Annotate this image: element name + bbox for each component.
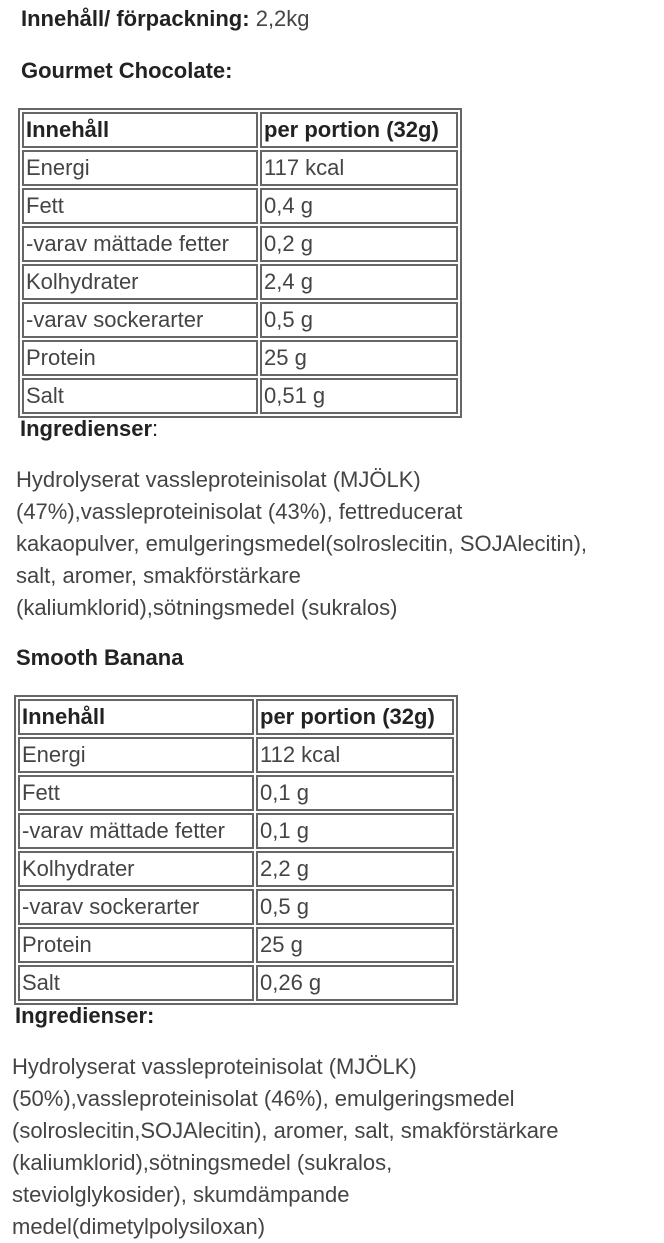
table-cell: 0,1 g <box>256 813 454 849</box>
ingredients-line: kakaopulver, emulgeringsmedel(solroslecitin, SOJAlecitin), <box>16 531 588 556</box>
ingredients-line: Hydrolyserat vassleproteinisolat (MJÖLK) <box>12 1054 417 1079</box>
table-header-cell: Innehåll <box>22 112 258 148</box>
nutrition-table-gourmet-chocolate <box>18 108 462 418</box>
table-cell: 25 g <box>256 927 454 963</box>
table-cell: -varav sockerarter <box>18 889 254 925</box>
ingredients-line: (kaliumklorid),sötningsmedel (sukralos) <box>16 595 398 620</box>
table-row <box>18 737 454 773</box>
table-row <box>18 965 454 1001</box>
table-row <box>18 813 454 849</box>
ingredients-label-text: Ingredienser: <box>15 1003 155 1028</box>
product-title-gourmet-chocolate: Gourmet Chocolate: <box>21 58 233 83</box>
nutrition-table-smooth-banana <box>14 695 458 1005</box>
ingredients-line: (kaliumklorid),sötningsmedel (sukralos, <box>12 1150 393 1175</box>
table-row <box>18 889 454 925</box>
table-cell: Salt <box>18 965 254 1001</box>
table-cell: -varav sockerarter <box>22 302 258 338</box>
table-cell: Salt <box>22 378 258 414</box>
table-cell: -varav mättade fetter <box>18 813 254 849</box>
table-cell: 0,5 g <box>256 889 454 925</box>
table-row <box>18 851 454 887</box>
table-cell: Kolhydrater <box>18 851 254 887</box>
table-header-cell: per portion (32g) <box>260 112 458 148</box>
table-cell: Fett <box>22 188 258 224</box>
table-row <box>22 150 458 186</box>
table-cell: Fett <box>18 775 254 811</box>
table-header-cell: Innehåll <box>18 699 254 735</box>
package-content-label: Innehåll/ förpackning: <box>21 6 250 31</box>
table-row <box>22 378 458 414</box>
table-row <box>22 302 458 338</box>
table-row <box>18 927 454 963</box>
table-cell: Kolhydrater <box>22 264 258 300</box>
table-cell: 0,1 g <box>256 775 454 811</box>
table-cell: 0,4 g <box>260 188 458 224</box>
table-row <box>22 226 458 262</box>
ingredients-text-gourmet-chocolate <box>16 464 587 624</box>
table-cell: Protein <box>18 927 254 963</box>
table-row <box>18 775 454 811</box>
table-header-cell: per portion (32g) <box>256 699 454 735</box>
ingredients-line: Hydrolyserat vassleproteinisolat (MJÖLK) <box>16 467 421 492</box>
table-cell: -varav mättade fetter <box>22 226 258 262</box>
table-cell: Energi <box>22 150 258 186</box>
ingredients-line: (50%),vassleproteinisolat (46%), emulgeringsmedel <box>12 1086 515 1111</box>
ingredients-label-smooth-banana <box>15 1003 154 1029</box>
table-cell: 0,5 g <box>260 302 458 338</box>
table-cell: Protein <box>22 340 258 376</box>
product-title-smooth-banana: Smooth Banana <box>16 645 184 670</box>
table-row <box>22 340 458 376</box>
ingredients-label-colon: : <box>152 416 159 441</box>
package-content-value: 2,2kg <box>255 6 310 31</box>
table-header-row <box>22 112 458 148</box>
ingredients-label-gourmet-chocolate <box>20 416 158 442</box>
table-cell: 2,4 g <box>260 264 458 300</box>
ingredients-line: (solroslecitin,SOJAlecitin), aromer, salt, smakförstärkare <box>12 1118 559 1143</box>
ingredients-label-text: Ingredienser <box>20 416 153 441</box>
ingredients-line: medel(dimetylpolysiloxan) <box>12 1214 266 1239</box>
table-cell: Energi <box>18 737 254 773</box>
ingredients-text-smooth-banana <box>12 1051 559 1243</box>
table-row <box>22 264 458 300</box>
table-cell: 112 kcal <box>256 737 454 773</box>
table-cell: 0,26 g <box>256 965 454 1001</box>
ingredients-line: steviolglykosider), skumdämpande <box>12 1182 350 1207</box>
ingredients-line: salt, aromer, smakförstärkare <box>16 563 301 588</box>
table-cell: 117 kcal <box>260 150 458 186</box>
package-content <box>21 6 310 32</box>
ingredients-line: (47%),vassleproteinisolat (43%), fettreducerat <box>16 499 463 524</box>
table-header-row <box>18 699 454 735</box>
table-row <box>22 188 458 224</box>
table-cell: 25 g <box>260 340 458 376</box>
table-cell: 0,51 g <box>260 378 458 414</box>
table-cell: 2,2 g <box>256 851 454 887</box>
table-cell: 0,2 g <box>260 226 458 262</box>
